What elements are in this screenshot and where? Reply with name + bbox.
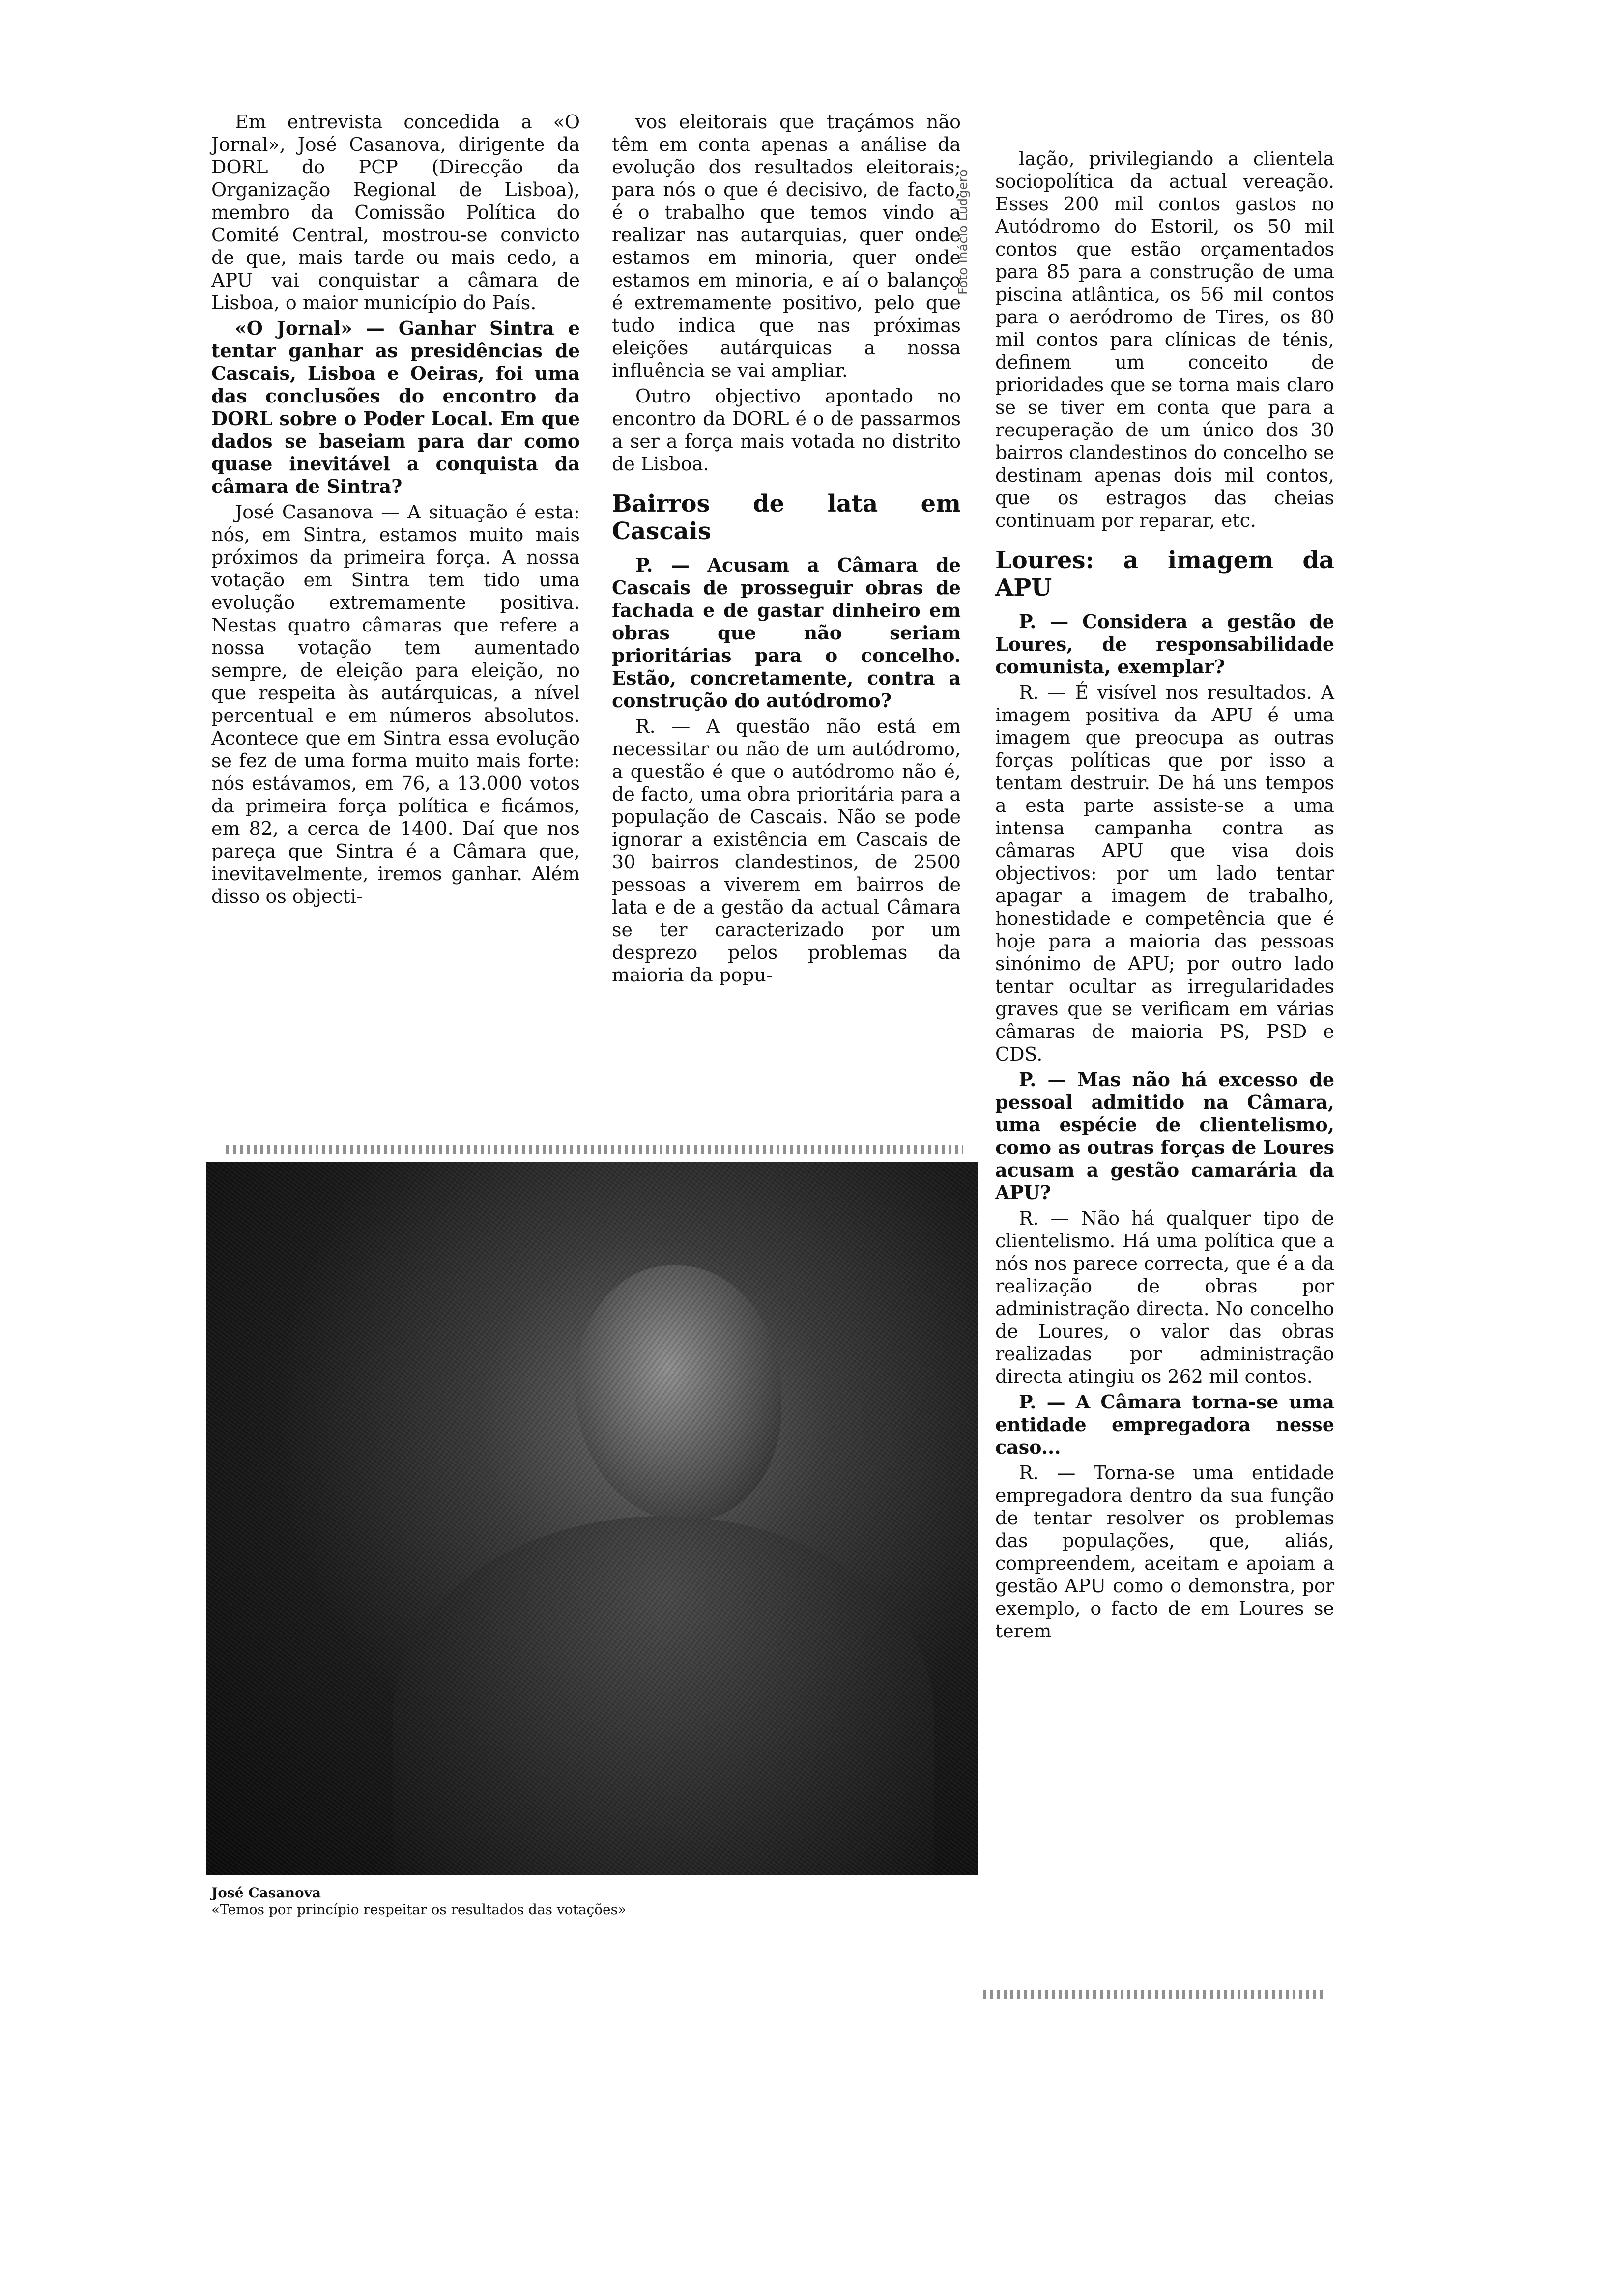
intro-paragraph: Em entrevista concedida a «O Jornal», José Casanova, dirigente da DORL do PCP (Direcção da Organização Regional de Lisboa), membro da Comissão Política do Comité Central, mostrou-se convicto de que, mais tarde ou mais cedo, a APU vai conquistar a câmara de Lisboa, o maior município do País. bbox=[211, 111, 580, 314]
answer-empregadora: R. — Torna-se uma entidade empregadora dentro da sua função de tentar resolver os problemas das populações, que, aliás, compreendem, aceitam e apoiam a gestão APU como o demonstra, por exemplo, o facto de em Loures se terem bbox=[995, 1462, 1334, 1642]
paragraph-objectives: vos eleitorais que traçámos não têm em conta apenas a análise da evolução dos resultados eleitorais; para nós o que é decisivo, de facto, é o trabalho que temos vindo a realizar nas autarquias, quer onde estamos em minoria, quer onde estamos em minoria, e aí o balanço é extremamente positivo, pelo que tudo indica que nas próximas eleições autárquicas a nossa influência se vai ampliar. bbox=[612, 111, 961, 381]
paragraph-dorl-goal: Outro objectivo apontado no encontro da DORL é o de passarmos a ser a força mais votada no distrito de Lisboa. bbox=[612, 385, 961, 475]
question-clientelismo: P. — Mas não há excesso de pessoal admitido na Câmara, uma espécie de clientelismo, como as outras forças de Loures acusam a gestão camarária da APU? bbox=[995, 1068, 1334, 1204]
paragraph-spending: lação, privilegiando a clientela sociopolítica da actual vereação. Esses 200 mil contos gastos no Autódromo do Estoril, os 50 mil contos que estão orçamentados para 85 para a construção de uma piscina atlântica, os 56 mil contos para o aeródromo de Tires, os 80 mil contos para clínicas de ténis, definem um conceito de prioridades que se torna mais claro se se tiver em conta que para a recuperação de um único dos 30 bairros clandestinos do concelho se destinam apenas dois mil contos, que os estragos das cheias continuam por reparar, etc. bbox=[995, 148, 1334, 531]
article-column-1 bbox=[211, 111, 580, 911]
answer-cascais: R. — A questão não está em necessitar ou não de um autódromo, a questão é que o autódromo não é, de facto, uma obra prioritária para a população de Cascais. Não se pode ignorar a existência em Cascais de 30 bairros clandestinos, de 2500 pessoas a viverem em bairros de lata e de a gestão da actual Câmara se ter caracterizado por um desprezo pelos problemas da maioria da popu- bbox=[612, 716, 961, 986]
article-column-3 bbox=[995, 147, 1334, 1645]
caption-quote: «Temos por princípio respeitar os resultados das votações» bbox=[211, 1901, 627, 1918]
photo-credit: Foto Inácio Ludgero bbox=[956, 169, 971, 295]
question-loures: P. — Considera a gestão de Loures, de responsabilidade comunista, exemplar? bbox=[995, 610, 1334, 678]
answer-loures: R. — É visível nos resultados. A imagem positiva da APU é uma imagem que preocupa as outras forças políticas que por isso a tentam destruir. De há uns tempos a esta parte assiste-se a uma intensa campanha contra as câmaras APU que visa dois objectivos: por um lado tentar apagar a imagem de trabalho, honestidade e competência que é hoje para a maioria das pessoas sinónimo de APU; por outro lado tentar ocultar as irregularidades graves que se verificam em várias câmaras de maioria PS, PSD e CDS. bbox=[995, 682, 1334, 1065]
photo-caption bbox=[211, 1885, 998, 1918]
question-empregadora: P. — A Câmara torna-se uma entidade empregadora nesse caso... bbox=[995, 1391, 1334, 1458]
section-heading-loures: Loures: a imagem da APU bbox=[995, 546, 1334, 602]
print-smudge bbox=[983, 1990, 1327, 1999]
portrait-photo bbox=[206, 1162, 978, 1875]
answer-clientelismo: R. — Não há qualquer tipo de clientelismo. Há uma política que a nós nos parece correcta, que é a da realização de obras por administração directa. No concelho de Loures, o valor das obras realizadas por administração directa atingiu os 262 mil contos. bbox=[995, 1207, 1334, 1387]
article-column-2 bbox=[612, 111, 961, 989]
question-cascais: P. — Acusam a Câmara de Cascais de prosseguir obras de fachada e de gastar dinheiro em obras que não seriam prioritárias para o concelho. Estão, concretamente, contra a construção do autódromo? bbox=[612, 554, 961, 712]
print-smudge bbox=[226, 1145, 963, 1154]
answer-sintra: José Casanova — A situação é esta: nós, em Sintra, estamos muito mais próximos da primeira força. A nossa votação em Sintra tem tido uma evolução extremamente positiva. Nestas quatro câmaras que refere a nossa votação tem aumentado sempre, de eleição para eleição, no que respeita às autárquicas, a nível percentual e em números absolutos. Acontece que em Sintra essa evolução se fez de uma forma muito mais forte: nós estávamos, em 76, a 13.000 votos da primeira força política e ficámos, em 82, a cerca de 1400. Daí que nos pareça que Sintra é a Câmara que, inevitavelmente, iremos ganhar. Além disso os objecti- bbox=[211, 501, 580, 907]
photo-grain bbox=[206, 1162, 978, 1875]
caption-name: José Casanova bbox=[211, 1885, 321, 1901]
section-heading-cascais: Bairros de lata em Cascais bbox=[612, 490, 961, 545]
question-sintra: «O Jornal» — Ganhar Sintra e tentar ganhar as presidências de Cascais, Lisboa e Oeiras, foi uma das conclusões do encontro da DORL sobre o Poder Local. Em que dados se baseiam para dar como quase inevitável a conquista da câmara de Sintra? bbox=[211, 317, 580, 497]
